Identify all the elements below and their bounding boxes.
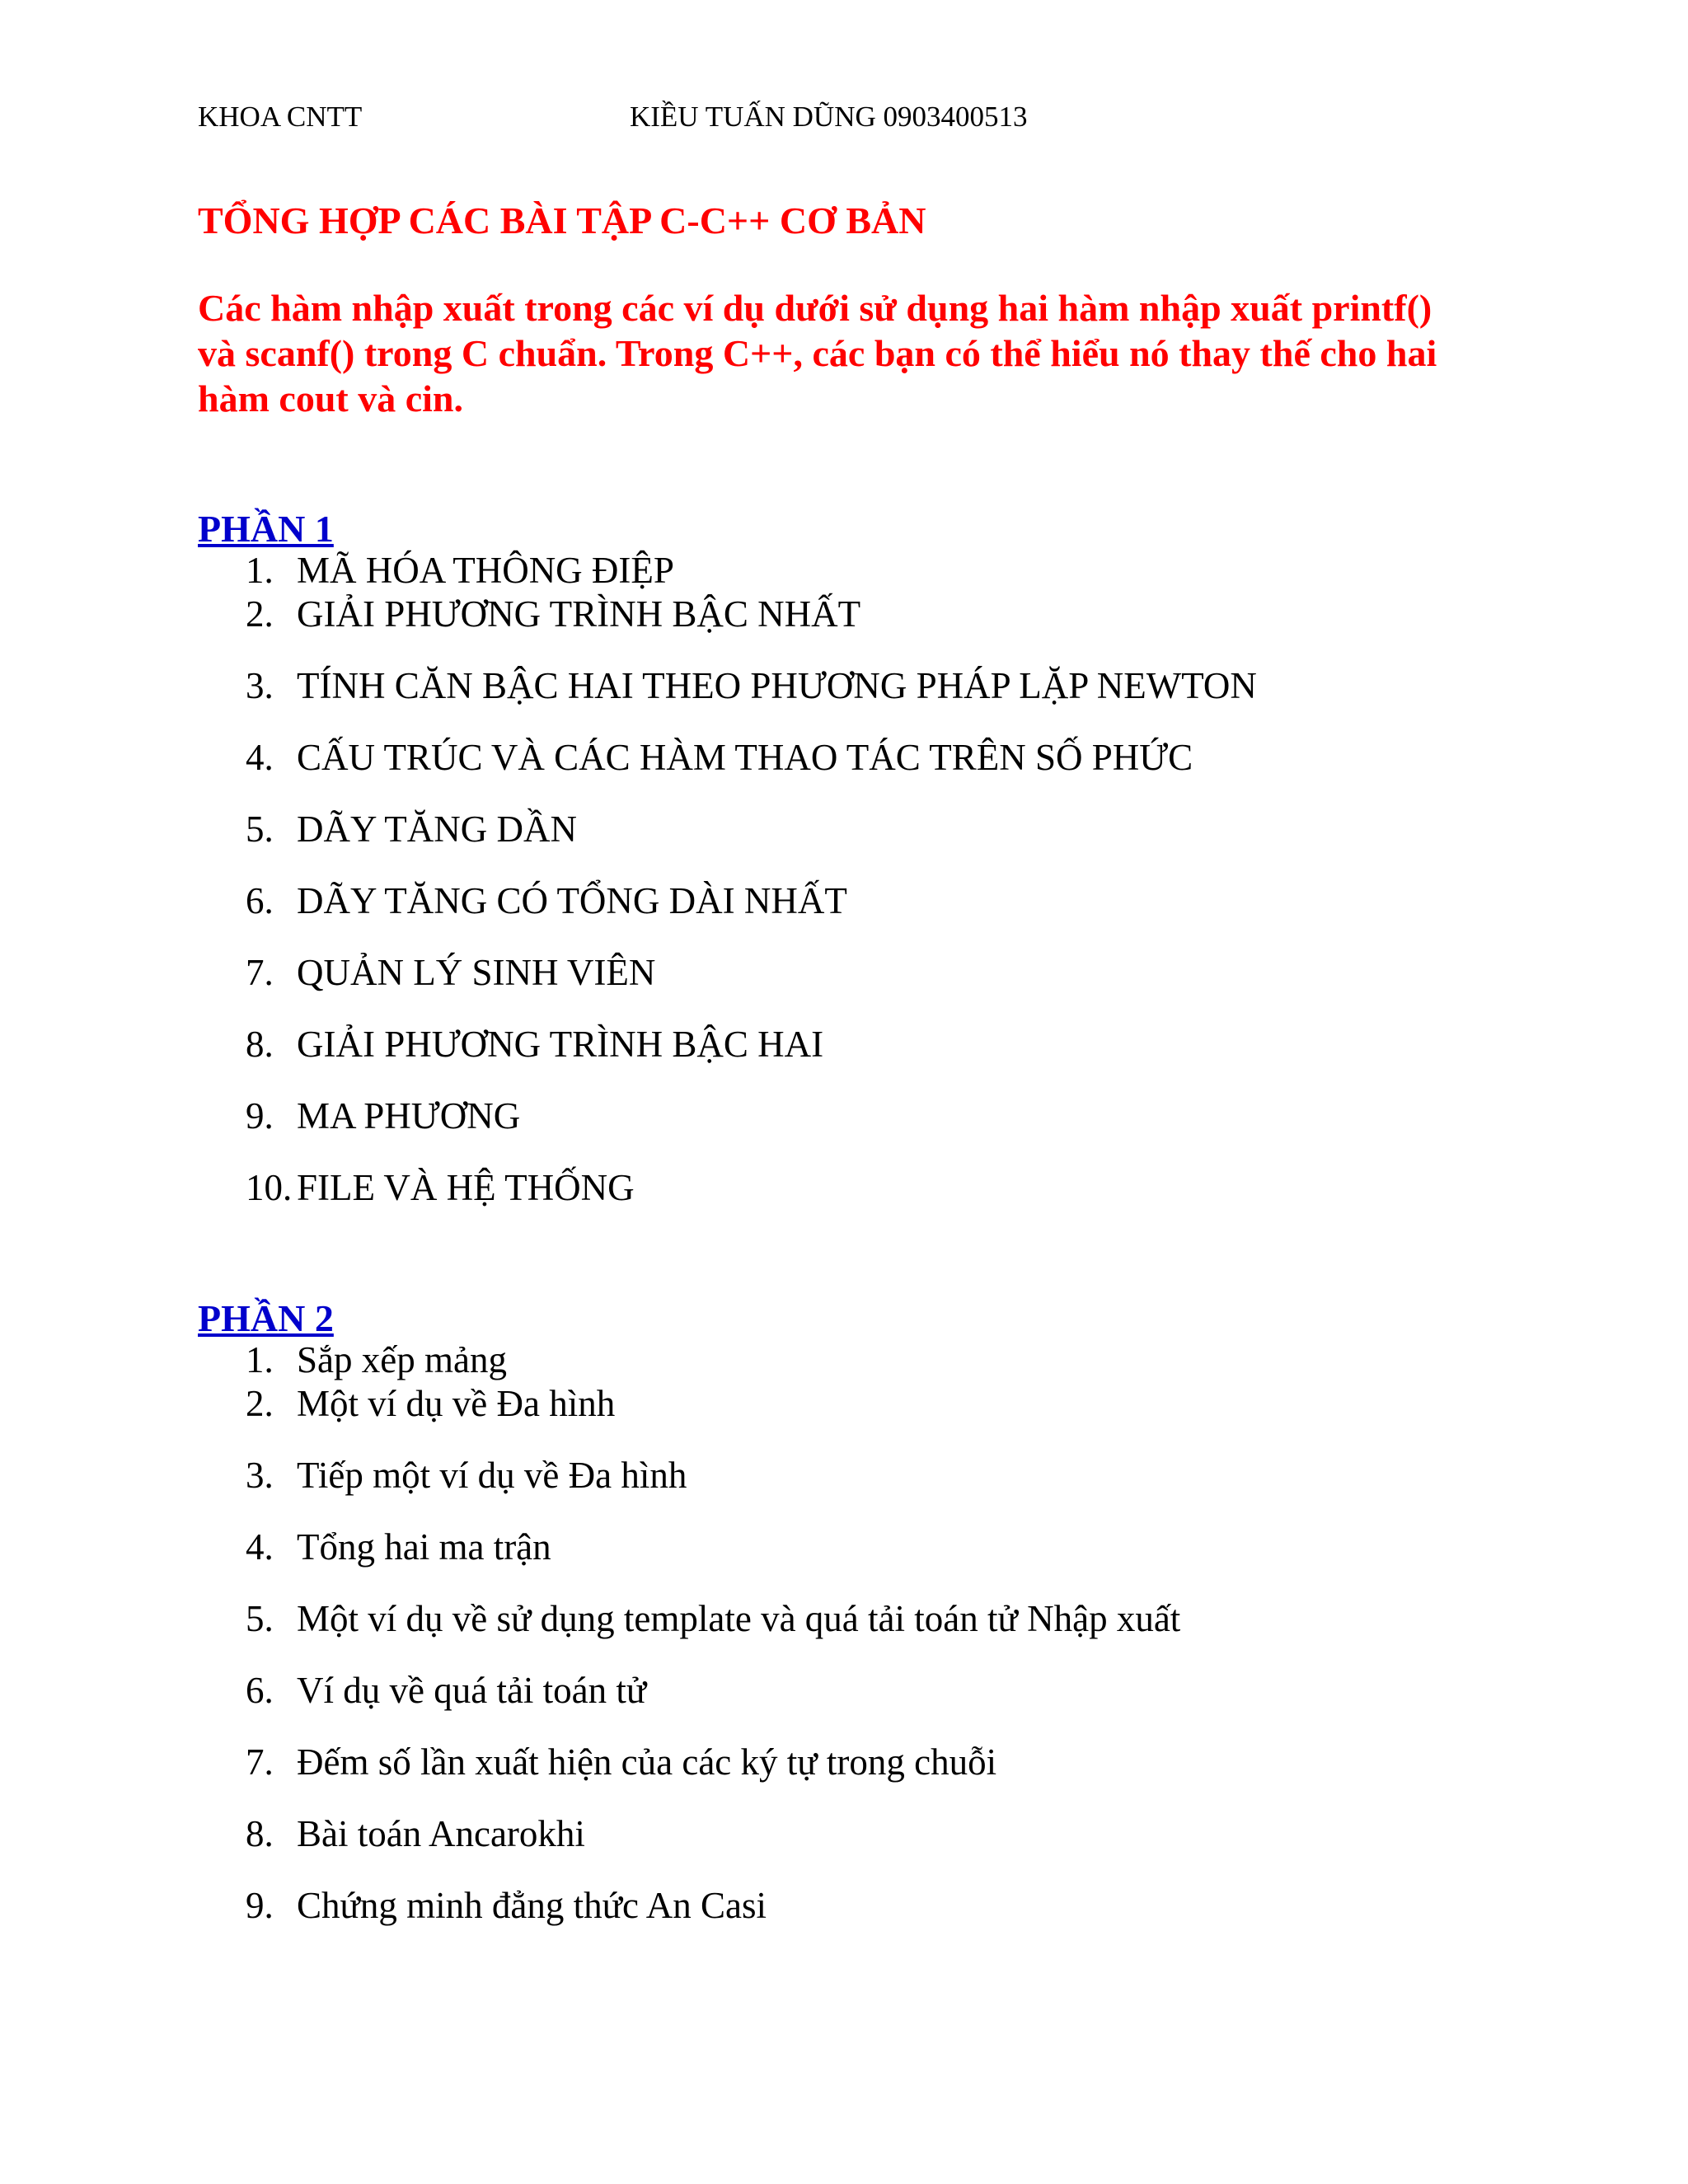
- item-text: Tổng hai ma trận: [297, 1526, 551, 1568]
- item-number: 8.: [246, 1813, 274, 1854]
- list-item: [246, 1165, 635, 1211]
- list-item: [246, 1596, 1180, 1642]
- item-text: Ví dụ về quá tải toán tử: [297, 1670, 647, 1711]
- item-text: CẤU TRÚC VÀ CÁC HÀM THAO TÁC TRÊN SỐ PHỨC: [297, 737, 1193, 778]
- item-text: MÃ HÓA THÔNG ĐIỆP: [297, 550, 674, 591]
- item-number: 10.: [246, 1167, 293, 1208]
- item-number: 1.: [246, 1339, 274, 1380]
- item-text: Bài toán Ancarokhi: [297, 1813, 585, 1854]
- item-text: GIẢI PHƯƠNG TRÌNH BẬC HAI: [297, 1024, 824, 1065]
- item-number: 7.: [246, 952, 274, 993]
- item-number: 3.: [246, 665, 274, 706]
- item-text: Một ví dụ về sử dụng template và quá tải toán tử Nhập xuất: [297, 1598, 1181, 1639]
- item-number: 9.: [246, 1885, 274, 1926]
- item-text: MA PHƯƠNG: [297, 1095, 521, 1137]
- section-heading-part-1[interactable]: PHẦN 1: [198, 508, 334, 550]
- intro-line: Các hàm nhập xuất trong các ví dụ dưới sử dụng hai hàm nhập xuất printf(): [198, 287, 1432, 329]
- item-text: Sắp xếp mảng: [297, 1339, 507, 1380]
- item-text: Tiếp một ví dụ về Đa hình: [297, 1455, 687, 1496]
- item-number: 5.: [246, 808, 274, 850]
- item-number: 2.: [246, 593, 274, 635]
- item-text: DÃY TĂNG CÓ TỔNG DÀI NHẤT: [297, 880, 847, 921]
- item-text: Đếm số lần xuất hiện của các ký tự trong chuỗi: [297, 1741, 997, 1783]
- list-item: [246, 1452, 687, 1498]
- list-item: [246, 1021, 823, 1067]
- intro-line: hàm cout và cin.: [198, 377, 463, 419]
- list-item: [246, 1524, 551, 1570]
- list-item: [246, 1811, 585, 1857]
- list-item: [246, 806, 577, 852]
- item-number: 4.: [246, 737, 274, 778]
- section-heading-part-2[interactable]: PHẦN 2: [198, 1297, 334, 1339]
- list-item: [246, 949, 655, 996]
- item-number: 4.: [246, 1526, 274, 1568]
- list-item: [246, 547, 674, 593]
- list-item: [246, 1337, 507, 1383]
- item-number: 7.: [246, 1741, 274, 1783]
- list-item: [246, 1380, 615, 1427]
- list-item: [246, 878, 847, 924]
- intro-line: và scanf() trong C chuẩn. Trong C++, các bạn có thể hiểu nó thay thế cho hai: [198, 332, 1437, 374]
- item-number: 9.: [246, 1095, 274, 1137]
- item-number: 3.: [246, 1455, 274, 1496]
- list-item: [246, 1739, 996, 1785]
- item-number: 6.: [246, 1670, 274, 1711]
- header-department: KHOA CNTT: [198, 101, 363, 133]
- list-item: [246, 1093, 520, 1139]
- item-text: DÃY TĂNG DẦN: [297, 808, 577, 850]
- list-item: [246, 1667, 646, 1713]
- item-number: 5.: [246, 1598, 274, 1639]
- item-text: TÍNH CĂN BẬC HAI THEO PHƯƠNG PHÁP LẶP NEWTON: [297, 665, 1257, 706]
- list-item: [246, 1882, 767, 1929]
- header-author: KIỀU TUẤN DŨNG 0903400513: [630, 101, 1028, 133]
- document-title: TỔNG HỢP CÁC BÀI TẬP C-C++ CƠ BẢN: [198, 199, 926, 241]
- item-number: 8.: [246, 1024, 274, 1065]
- item-text: Một ví dụ về Đa hình: [297, 1383, 616, 1424]
- item-text: FILE VÀ HỆ THỐNG: [297, 1167, 635, 1208]
- item-number: 2.: [246, 1383, 274, 1424]
- intro-paragraph: [198, 285, 1517, 421]
- item-number: 1.: [246, 550, 274, 591]
- item-text: GIẢI PHƯƠNG TRÌNH BẬC NHẤT: [297, 593, 861, 635]
- item-text: QUẢN LÝ SINH VIÊN: [297, 952, 656, 993]
- item-text: Chứng minh đẳng thức An Casi: [297, 1885, 767, 1926]
- item-number: 6.: [246, 880, 274, 921]
- list-item: [246, 591, 860, 637]
- list-item: [246, 734, 1193, 780]
- list-item: [246, 663, 1257, 709]
